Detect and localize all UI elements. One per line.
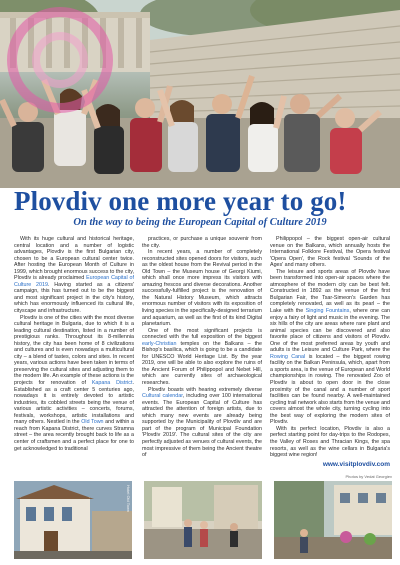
paragraph: Plovdiv boasts with hearing extremely diverse Cultural calendar, including over 100 international events. The European Capital of Culture has attracted the attention of foreign artists, due to which many new events are already being supported by the Municipality of Plovdiv and are part of the program of Municipal Foundation 'Plovdiv 2019'. The cultural sites of the city are perfectly adjusted as venues of cultural events, the most impressive of them being the Ancient theatre of: [142, 386, 262, 459]
link-early-christian[interactable]: early-Christian: [142, 340, 177, 347]
paragraph: practices, or purchase a unique souvenir from the city.: [142, 236, 262, 249]
link-singing-fountains[interactable]: Singing Fountains: [305, 308, 350, 315]
hero-photo: [0, 0, 400, 188]
article-title: Plovdiv one more year to go!: [14, 186, 347, 216]
column-1: [14, 236, 134, 472]
link-old-town[interactable]: Old Town: [81, 419, 104, 426]
plovdiv-2019-logo-icon: [0, 0, 120, 120]
photo-credit: Photos by Vedat Georgiev: [345, 474, 392, 479]
paragraph: Philippopol – the biggest open-air cultural venue on the Balkans, which annually hosts the International Folklore Festival, the Opera festival 'Opera Open', the Rock festival 'Sounds of the Ages' and many others.: [270, 236, 390, 269]
link-rowing-canal[interactable]: Rowing Canal: [270, 353, 306, 360]
paragraph: Plovdiv is one of the cities with the most diverse cultural heritage in Bulgaria, due to which it is a leading cultural destination, listed in a number of prestigious ranks. Throughout its 8-millennia history, the city has been home of 8 civilizations and cultures and is even nowadays a multicultural city – a blend of tastes, colors and sites. In recent years, various actions have been taken in terms of preserving the cultural sites and adjusting them to the modern life. An example of these actions is the projects for renovation of Kapana District. Established as a craft center 5 centuries ago, nowadays it is entirely devoted to artistic industries, its cobbled streets being the venue of various artistic activities – concerts, forums, festivals, workshops, artistic installations and many others. Nestled in the Old Town and within a reach from Kapana District, there curves Stramna street – the area recently brought back to life as a center of craftsmen and a perfect place for one to get acknowledged to traditional: [14, 314, 134, 452]
link-cultural-calendar[interactable]: Cultural calendar: [142, 393, 183, 400]
paragraph: The leisure and sports areas of Plovdiv have been transformed into open-air spaces where the atmosphere of the modern city can be best felt. Constructed in 1892 as the venue of the first Bulgarian Fair, the Tsar-Simeon's Garden has completely renovated, as well as its pearl – the Lake with the Singing Fountains, where one can enjoy a fairy of light and music in the evening. The six hills of the city are areas where rare plant and animal species can be discovered and also favorite place of citizens and visitors of Plovdiv. One of the most preferred areas by youth and adults is the Leisure and Culture Park, where the Rowing Canal is located – the biggest rowing facility on the Balkan Peninsula, which, apart from a sports area, is the venue of European and World championships in rowing. The renovated Zoo of Plovdiv is about to open door in the close proximity of the canal and a number of sport facilities can be found nearby. A well-maintained cycling trail network also starts from the venue and covers almost the whole city, turning cycling into the best way of exploring the modern sites of Plovdiv.: [270, 268, 390, 426]
photo-kapana-district: [274, 481, 392, 559]
photo-old-town-house: [14, 481, 132, 559]
column-3: [270, 236, 390, 472]
paragraph: In recent years, a number of completely reconstructed sites opened doors for visitors, such as the oldest house from the Revival period in the Old Town – the Museum house of Georgi Kiumi, which shall once more impress its visitors with amazing frescos and diverse decorations. Another successfully-fulfilled project is the renovation of the Natural History Museum, which attracts enormous number of visitors with its exposition of living species in the specifically-designed terrarium and aquarium, as well as the first of its kind Digital planetarium.: [142, 249, 262, 328]
website-link[interactable]: www.visitplovdiv.com: [322, 460, 390, 468]
article-subtitle: On the way to being the European Capital of Culture 2019: [73, 217, 327, 228]
photo-strip: [14, 481, 392, 559]
photo-caption: Hotel Old Town: [126, 485, 131, 513]
link-ecoc[interactable]: European Capital of Culture 2019: [14, 275, 134, 288]
link-kapana[interactable]: Kapana District: [91, 380, 133, 387]
column-2: [142, 236, 262, 472]
article-body: [14, 236, 390, 472]
paragraph: With its huge cultural and historical heritage, central location and a number of logistic advantages, Plovdiv is the first Bulgarian city, chosen to be a European cultural center twice. After hosting the European Month of Culture in 1999, which brought enormous success to the city, Plovdiv is already proclaimed European Capital of Culture 2019. Having started as a citizens' campaign, this has turned out to be the biggest and most significant project in the city's history, which has enormously influenced its cultural life, cityscape and infrastructure.: [14, 236, 134, 315]
paragraph: With its perfect location, Plovdiv is also a perfect starting point for day-trips to the Rodopes, the Valley of Roses and Thracian Kings, the spa resorts, as well as the wine cellars in Bulgaria's biggest wine region!: [270, 425, 390, 459]
paragraph: One of the most significant projects is connected with the full exposition of the biggest early-Christian temples on the Balkans – the Bishop's basilica, which is going to be a candidate for UNESCO World Heritage List. By the year 2019, one will be able to also explore the ruins of the Ancient Forum of Philippopol and Nebet Hill, which are currently sites of archaeological researches.: [142, 327, 262, 387]
photo-street-visitors: [144, 481, 262, 559]
